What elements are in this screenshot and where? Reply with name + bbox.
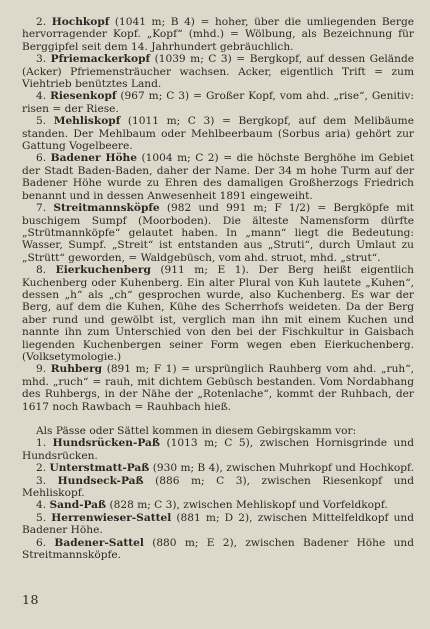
entry-name: Streitmannsköpfe [53, 202, 160, 215]
places-section [22, 16, 414, 413]
entry-text: (880 m; E 2), zwischen Badener Höhe und Streitmannsköpfe. [22, 536, 415, 562]
entry-text: (1004 m; C 2) = die höchste Berghöhe im Gebiet der Stadt Baden-Baden, daher der Name. Der 34 m hohe Turm auf der Badener Höhe wurde zu Ehren des damaligen Großherzogs Friedrich benannt und in dessen Anwesenheit 1891 eingeweiht. [22, 152, 414, 202]
entry-text: (1011 m; C 3) = Bergkopf, auf dem Melibäume standen. Der Mehlbaum oder Mehlbeerbaum (Sorbus aria) gehört zur Gattung Vogelbeere. [22, 115, 414, 153]
entry-name: Badener-Sattel [54, 536, 144, 549]
pass-entry [22, 462, 414, 474]
place-entry [22, 90, 414, 115]
entry-number: 9. [36, 363, 47, 376]
pass-entry [22, 537, 414, 562]
entry-number: 8. [36, 264, 47, 277]
entry-text: (891 m; F 1) = ursprünglich Rauhberg vom ahd. „ruh“, mhd. „ruch“ = rauh, mit dichtem Gebüsch bestanden. Vom Nordabhang des Ruhbergs, in der Nähe der „Rotenlache“, kommt der Ruhbach, der 1617 noch Rawbach = Rauhbach hieß. [22, 363, 415, 413]
entry-name: Sand-Paß [49, 499, 107, 512]
section-gap [22, 413, 414, 425]
entry-number: 2. [36, 16, 47, 28]
passes-intro: Als Pässe oder Sättel kommen in diesem Gebirgskamm vor: [36, 425, 357, 437]
entry-name: Badener Höhe [50, 152, 137, 165]
place-entry [22, 363, 414, 413]
entry-text: (886 m; C 3), zwischen Riesenkopf und Mehliskopf. [22, 474, 415, 500]
entry-name: Eierkuchenberg [55, 264, 151, 277]
place-entry [22, 115, 414, 152]
entry-text: (982 und 991 m; F 1/2) = Bergköpfe mit buschigem Sumpf (Moorboden). Die älteste Namensform dürfte „Strütmannköpfe“ gelautet haben. In „mann“ liegt die Bedeutung: Wasser, Sumpf. „Streit“ ist entstanden aus „Struti“, durch Umlaut zu „Strütt“ geworden, = Waldgebüsch, vom ahd. struot, mhd. „strut“. [22, 202, 414, 264]
entry-name: Ruhberg [50, 363, 103, 376]
place-entry [22, 152, 414, 202]
place-entry [22, 16, 414, 53]
entry-number: 1. [36, 437, 47, 450]
entry-number: 7. [36, 202, 47, 215]
passes-section [22, 425, 414, 561]
entry-number: 5. [36, 115, 47, 128]
entry-text: (1013 m; C 5), zwischen Hornisgrinde und Hundsrücken. [22, 437, 414, 462]
entry-name: Unterstmatt-Paß [49, 462, 150, 475]
entry-name: Herrenwieser-Sattel [51, 511, 172, 524]
entry-text: (1041 m; B 4) = hoher, über die umliegenden Berge hervorragender Kopf. „Kopf“ (mhd.) = Wölbung, als Bezeichnung für Berggipfel seit dem 14. Jahrhundert gebräuchlich. [22, 16, 414, 53]
entry-number: 6. [36, 536, 47, 549]
entry-number: 4. [36, 90, 47, 103]
pass-entry [22, 437, 414, 462]
page-number: 18 [22, 592, 39, 607]
pass-entry [22, 512, 414, 537]
entry-text: (911 m; E 1). Der Berg heißt eigentlich Kuchenberg oder Kuhenberg. Ein alter Plural von Kuh lautete „Kuhen“, dessen „h“ als „ch“ gesprochen wurde, also Kuchenberg. Es war der Berg, auf dem die Kuhen, Kühe des Scherrhofs weideten. Da der Berg aber rund und gewölbt ist, verglich man ihn mit einem Kuchen und nannte ihn zum Unterschied von den bei der Fischkultur in Gaisbach liegenden Kuchenbergen seiner Form wegen eben Eierkuchenberg. (Volksetymologie.) [22, 264, 414, 363]
entry-text: (828 m; C 3), zwischen Mehliskopf und Vorfeldkopf. [109, 499, 388, 512]
entry-name: Hundsrücken-Paß [52, 437, 160, 450]
entry-number: 3. [36, 53, 47, 66]
place-entry [22, 202, 414, 264]
place-entry [22, 264, 414, 363]
entry-name: Riesenkopf [50, 90, 117, 103]
entry-name: Hundseck-Paß [57, 474, 144, 487]
entry-number: 3. [36, 474, 47, 487]
entry-text: (881 m; D 2), zwischen Mittelfeldkopf und Badener Höhe. [22, 511, 414, 537]
pass-entry [22, 499, 414, 511]
entry-number: 6. [36, 152, 47, 165]
entry-name: Hochkopf [51, 16, 110, 28]
pass-entry [22, 475, 414, 500]
entry-number: 2. [36, 462, 47, 475]
entry-text: (930 m; B 4), zwischen Muhrkopf und Hochkopf. [152, 462, 414, 475]
entry-number: 4. [36, 499, 47, 512]
place-entry [22, 53, 414, 90]
entry-number: 5. [36, 511, 47, 524]
entry-text: (967 m; C 3) = Großer Kopf, vom ahd. „rise“, Genitiv: risen = der Riese. [22, 90, 414, 115]
entry-text: (1039 m; C 3) = Bergkopf, auf dessen Gelände (Acker) Pfriemensträucher wachsen. Acker, eigentlich Trift = zum Viehtrieb benütztes Land. [22, 53, 414, 91]
entry-name: Pfriemackerkopf [50, 53, 151, 66]
entry-name: Mehliskopf [53, 115, 121, 128]
